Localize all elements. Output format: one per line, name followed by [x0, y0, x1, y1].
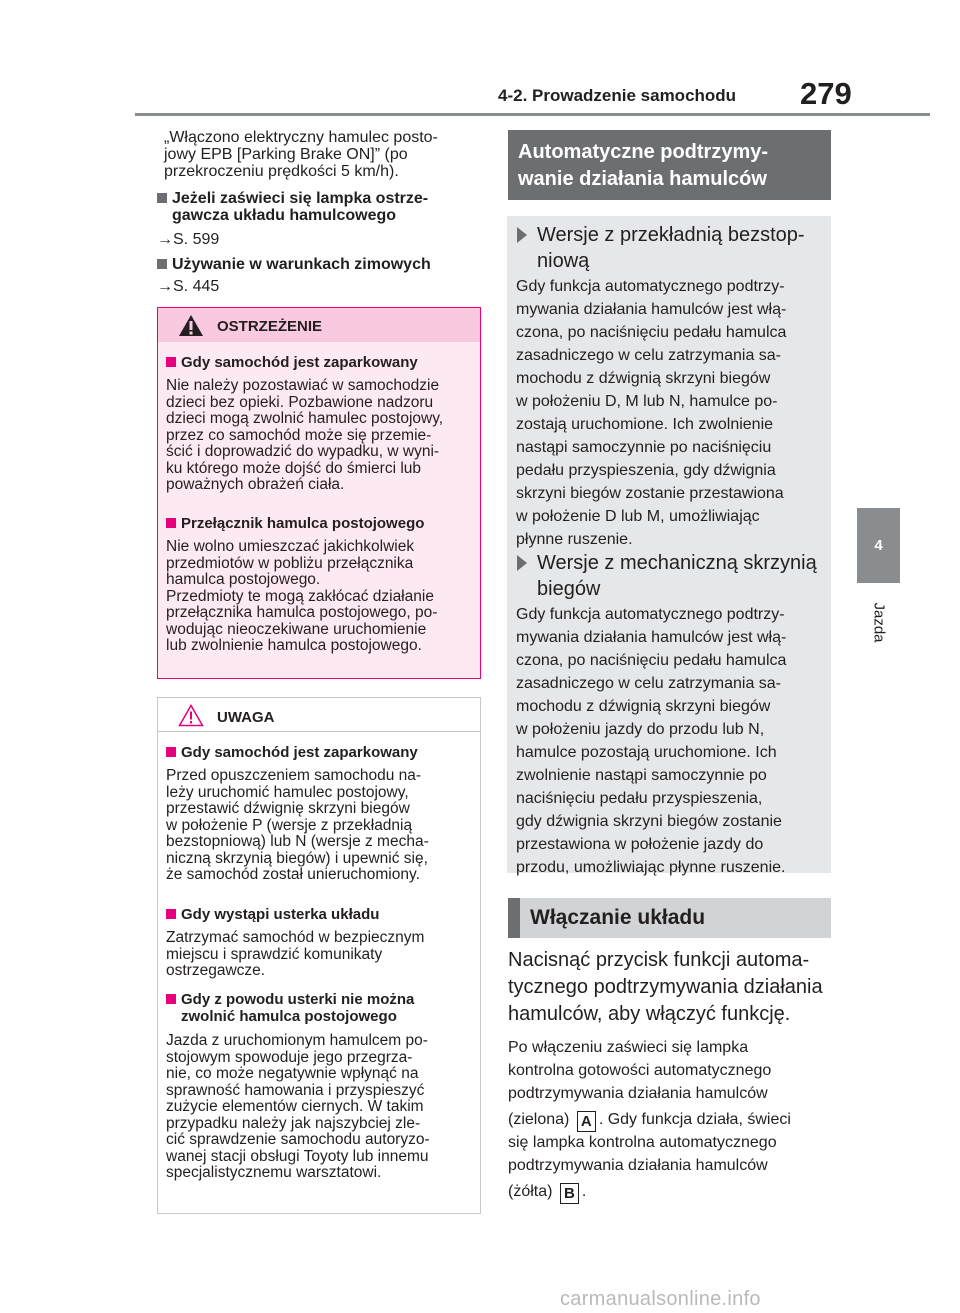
chapter-tab[interactable] — [857, 508, 900, 583]
enable-para-line-4-post: . Gdy funkcja działa, świeci — [598, 1111, 791, 1128]
square-bullet-icon — [157, 193, 167, 203]
caution-item-1-line: niczną skrzynią biegów) i upewnić się, — [166, 849, 428, 867]
variant-2-title-line-1: Wersje z mechaniczną skrzynią — [537, 552, 817, 574]
variant-1-line: płynne ruszenie. — [516, 531, 633, 548]
caution-item-1-line: przestawić dźwignię skrzyni biegów — [166, 800, 410, 817]
warning-item-2-line: przełącznika hamulca postojowego, po- — [166, 604, 438, 621]
caution-title: UWAGA — [217, 709, 275, 726]
indicator-label-b: B — [560, 1183, 579, 1204]
triangle-bullet-icon — [517, 227, 527, 243]
intro-line-3: przekroczeniu prędkości 5 km/h). — [164, 163, 399, 180]
subheading-warning-lamp — [157, 190, 428, 207]
section-heading-auto-hold — [508, 130, 831, 200]
caution-triangle-icon — [178, 704, 204, 727]
chapter-label-container — [866, 596, 892, 656]
warning-item-1-line: Nie należy pozostawiać w samochodzie — [166, 377, 440, 394]
warning-item-1-heading — [166, 354, 418, 371]
enable-para-line-7 — [508, 1180, 586, 1204]
variant-2-line: mywania działania hamulców jest włą- — [516, 629, 787, 646]
caution-divider — [158, 731, 480, 732]
warning-box-header — [158, 308, 480, 342]
variant-2-line: hamulce pozostają uruchomione. Ich — [516, 744, 777, 761]
variant-2-line: przodu, umożliwiając płynne ruszenie. — [516, 859, 786, 876]
caution-item-2-line: ostrzegawcze. — [166, 962, 266, 979]
variant-2-line: w położeniu jazdy do przodu lub N, — [516, 721, 765, 738]
enable-para-line: kontrolna gotowości automatycznego — [508, 1062, 772, 1079]
chapter-label: Jazda — [870, 602, 888, 643]
warning-item-2-heading — [166, 515, 424, 532]
warning-item-1-line: ku którego może dojść do śmierci lub — [166, 459, 422, 477]
variant-1-line: mochodu z dźwignią skrzyni biegów — [516, 370, 771, 387]
enable-intro-line: Nacisnąć przycisk funkcji automa- — [508, 949, 810, 971]
variant-1-line: w położeniu D, M lub N, hamulce po- — [516, 393, 778, 410]
variant-2-line: Gdy funkcja automatycznego podtrzy- — [516, 606, 785, 623]
caution-item-3-line: przypadku należy jak najszybciej zle- — [166, 1114, 421, 1132]
caution-item-2-heading — [166, 906, 379, 923]
caution-item-3-heading — [166, 991, 414, 1008]
indicator-label-a: A — [577, 1111, 596, 1132]
caution-item-1-line: Przed opuszczeniem samochodu na- — [166, 767, 422, 784]
enable-para-line: podtrzymywania działania hamulców — [508, 1157, 768, 1174]
variant-1-line: w położenie D lub M, umożliwiając — [516, 508, 760, 525]
caution-item-2-heading-text: Gdy wystąpi usterka układu — [181, 906, 380, 923]
warning-item-1-line: przez co samochód może się przemie- — [166, 426, 432, 444]
variant-1-title-line-2: niową — [537, 250, 590, 272]
warning-item-2-line: lub zwolnienie hamulca postojowego. — [166, 637, 422, 654]
variant-1-line: zasadniczego w celu zatrzymania sa- — [516, 347, 782, 364]
section-heading-auto-hold-line-1: Automatyczne podtrzymy- — [518, 141, 769, 163]
enable-para-line-7-post: . — [581, 1183, 587, 1200]
variant-2-line: mochodu z dźwignią skrzyni biegów — [516, 698, 771, 715]
caution-item-2-line: miejscu i sprawdzić komunikaty — [166, 945, 383, 963]
variant-1-line: zostają uruchomione. Ich zwolnienie — [516, 416, 774, 433]
caution-item-3-line: wanej stacji obsługi Toyoty lub innemu — [166, 1147, 429, 1165]
warning-item-1-line: poważnych obrażeń ciała. — [166, 476, 345, 493]
caution-item-3-line: sprawność hamowania i przyspieszyć — [166, 1081, 425, 1099]
caution-item-1-heading — [166, 744, 418, 761]
caution-item-3-line: specjalistycznemu warsztatowi. — [166, 1164, 382, 1181]
variant-1-line: mywania działania hamulców jest włą- — [516, 301, 787, 318]
warning-item-2-heading-text: Przełącznik hamulca postojowego — [181, 515, 425, 532]
variant-1-line: skrzyni biegów zostanie przestawiona — [516, 485, 784, 502]
caution-item-2-line: Zatrzymać samochód w bezpiecznym — [166, 929, 425, 946]
intro-line-2: jowy EPB [Parking Brake ON]” (po — [164, 146, 408, 163]
variant-1-line: nastąpi samoczynnie po naciśnięciu — [516, 439, 772, 456]
section-heading-accent-bar — [508, 898, 520, 938]
square-bullet-icon — [157, 259, 167, 269]
caution-box — [157, 697, 481, 1214]
page-reference-599[interactable]: →S. 599 — [157, 231, 220, 248]
caution-item-1-line: że samochód został unieruchomiony. — [166, 866, 420, 883]
chapter-number: 4 — [874, 537, 883, 554]
enable-intro-line: tycznego podtrzymywania działania — [508, 976, 823, 998]
caution-item-3-heading-text: Gdy z powodu usterki nie można — [181, 991, 415, 1008]
enable-para-line-4-pre: (zielona) — [508, 1111, 570, 1128]
subheading-winter-use-label: Używanie w warunkach zimowych — [172, 256, 431, 273]
square-bullet-icon — [166, 994, 176, 1004]
watermark: carmanualsonline.info — [560, 1288, 761, 1310]
warning-title: OSTRZEŻENIE — [217, 318, 323, 335]
warning-item-1-line: ścić i doprowadzić do wypadku, w wyni- — [166, 443, 440, 460]
subheading-warning-lamp-line-1: Jeżeli zaświeci się lampka ostrze- — [172, 190, 429, 207]
caution-item-3-line: Jazda z uruchomionym hamulcem po- — [166, 1032, 428, 1049]
enable-para-line: Po włączeniu zaświeci się lampka — [508, 1039, 749, 1056]
section-heading-enable-system — [508, 898, 831, 938]
page-reference-445[interactable]: →S. 445 — [157, 278, 220, 295]
square-bullet-icon — [166, 357, 176, 367]
caution-item-3-line: nie, co może negatywnie wpłynąć na — [166, 1065, 419, 1082]
enable-para-line-7-pre: (żółta) — [508, 1183, 553, 1200]
variant-1-line: Gdy funkcja automatycznego podtrzy- — [516, 278, 785, 295]
square-bullet-icon — [166, 747, 176, 757]
warning-item-1-line: dzieci bez opieki. Pozbawione nadzoru — [166, 393, 434, 411]
variant-2-line: przestawiona w położenie jazdy do — [516, 836, 764, 853]
enable-para-line-4 — [508, 1108, 791, 1132]
enable-intro-line: hamulców, aby włączyć funkcję. — [508, 1003, 791, 1025]
section-heading-enable-system-label: Włączanie układu — [530, 906, 706, 929]
caution-item-1-heading-text: Gdy samochód jest zaparkowany — [181, 744, 418, 761]
header-rule — [135, 113, 930, 116]
variant-1-line: pedału przyspieszenia, gdy dźwignia — [516, 462, 776, 479]
enable-para-line: się lampka kontrolna automatycznego — [508, 1134, 777, 1151]
square-bullet-icon — [166, 518, 176, 528]
warning-item-2-line: hamulca postojowego. — [166, 571, 321, 588]
triangle-bullet-icon — [517, 555, 527, 571]
caution-item-3-line: cić sprawdzenie samochodu autoryzo- — [166, 1131, 430, 1148]
variant-2-line: gdy dźwignia skrzyni biegów zostanie — [516, 813, 782, 830]
variant-2-line: zwolnienie nastąpi samoczynnie po — [516, 767, 767, 784]
caution-item-1-line: bezstopniową) lub N (wersje z mecha- — [166, 833, 429, 850]
variant-2-line: zasadniczego w celu zatrzymania sa- — [516, 675, 782, 692]
section-header-title: 4-2. Prowadzenie samochodu — [498, 86, 737, 105]
variant-2-line: czona, po naciśnięciu pedału hamulca — [516, 652, 787, 669]
subheading-warning-lamp-line-2: gawcza układu hamulcowego — [172, 207, 397, 224]
intro-line-1: „Włączono elektryczny hamulec posto- — [164, 129, 438, 146]
warning-triangle-icon — [178, 314, 204, 337]
warning-item-2-line: wodując nieoczekiwane uruchomienie — [166, 620, 427, 638]
warning-item-2-line: Przedmioty te mogą zakłócać działanie — [166, 587, 434, 605]
variant-1-title-line-1: Wersje z przekładnią bezstop- — [537, 224, 805, 246]
warning-item-1-heading-text: Gdy samochód jest zaparkowany — [181, 354, 418, 371]
warning-box — [157, 307, 481, 679]
subheading-winter-use — [157, 256, 431, 273]
caution-item-3-line: zużycie elementów ciernych. W takim — [166, 1098, 424, 1115]
warning-item-2-line: przedmiotów w pobliżu przełącznika — [166, 554, 414, 572]
variant-2-title-line-2: biegów — [537, 578, 601, 600]
caution-item-1-line: w położenie P (wersje z przekładnią — [166, 816, 413, 834]
variant-1-line: czona, po naciśnięciu pedału hamulca — [516, 324, 787, 341]
section-heading-auto-hold-line-2: wanie działania hamulców — [518, 168, 767, 190]
warning-item-1-line: dzieci mogą zwolnić hamulec postojowy, — [166, 410, 444, 427]
page-number: 279 — [800, 76, 852, 111]
caution-item-3-heading-line-2: zwolnić hamulca postojowego — [181, 1008, 397, 1025]
square-bullet-icon — [166, 909, 176, 919]
caution-item-1-line: leży uruchomić hamulec postojowy, — [166, 783, 409, 801]
enable-para-line: podtrzymywania działania hamulców — [508, 1085, 768, 1102]
variant-2-line: naciśnięciu pedału przyspieszenia, — [516, 790, 763, 807]
warning-item-2-line: Nie wolno umieszczać jakichkolwiek — [166, 538, 415, 555]
caution-item-3-line: stojowym spowoduje jego przegrza- — [166, 1048, 413, 1066]
